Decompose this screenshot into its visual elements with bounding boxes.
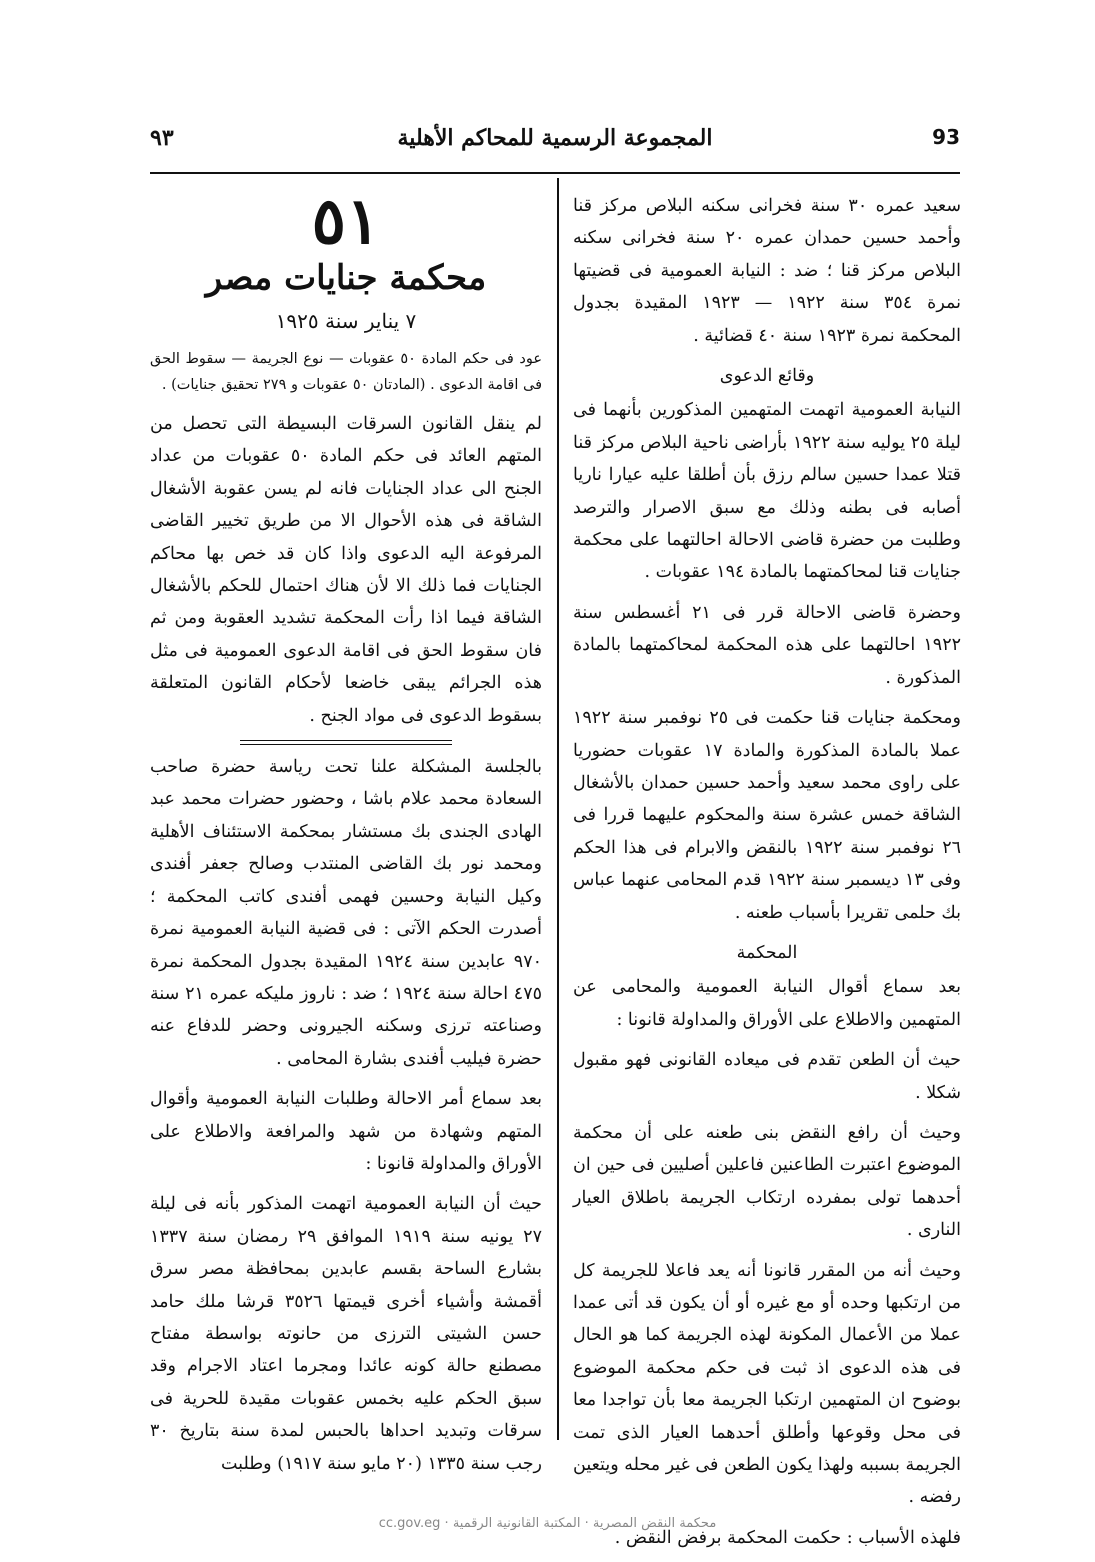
paragraph: بالجلسة المشكلة علنا تحت رياسة حضرة صاحب السعادة محمد علام باشا ، وحضور حضرات محمد عبد الهادى الجندى بك مستشار بمحكمة الاستئناف الأهلية ومحمد نور بك القاضى المنتدب وصالح جعفر أفندى وكيل النيابة وحسين فهمى أفندى كاتب المحكمة ؛ أصدرت الحكم الآتى : فى قضية النيابة العمومية نمرة ٩٧٠ عابدين سنة ١٩٢٤ المقيدة بجدول المحكمة نمرة ٤٧٥ احالة سنة ١٩٢٤ ؛ ضد : ناروز مليكه عمره ٢١ سنة وصناعته ترزى وسكنه الجيرونى وحضر للدفاع عنه حضرة فيليب أفندى بشارة المحامى .	[150, 757, 542, 1069]
legal-principle: لم ينقل القانون السرقات البسيطة التى تحصل من المتهم العائد فى حكم المادة ٥٠ عقوبات من عداد الجنح الى عداد الجنايات فانه لم يسن عقوبة الأشغال الشاقة فى هذه الأحوال الا من طريق تخيير القاضى المرفوعة اليه الدعوى واذا كان قد خص بها محاكم الجنايات فما ذلك الا لأن هناك احتمال للحكم بالأشغال الشاقة فيما اذا رأت المحكمة تشديد العقوبة ومن ثم فان سقوط الحق فى اقامة الدعوى العمومية فى مثل هذه الجرائم يبقى خاضعا لأحكام القانون المتعلقة بسقوط الدعوى فى مواد الجنح .	[150, 414, 542, 726]
case-summary: عود فى حكم المادة ٥٠ عقوبات — نوع الجريمة — سقوط الحق فى اقامة الدعوى . (المادتان ٥٠ عقوبات و ٢٧٩ تحقيق جنايات) .	[150, 351, 542, 393]
case-date: ٧ يناير سنة ١٩٢٥	[275, 309, 417, 333]
paragraph: حيث أن الطعن تقدم فى ميعاده القانونى فهو مقبول شكلا .	[573, 1050, 961, 1103]
running-title: المجموعة الرسمية للمحاكم الأهلية	[397, 125, 713, 151]
double-rule-divider	[240, 740, 452, 745]
paragraph: حيث أن النيابة العمومية اتهمت المذكور بأنه فى ليلة ٢٧ يونيه سنة ١٩١٩ الموافق ٢٩ رمضان سنة ١٣٣٧ بشارع الساحة بقسم عابدين بمحافظة مصر سرق أقمشة وأشياء أخرى قيمتها ٣٥٢٦ قرشا ملك حامد حسن الشيتى الترزى من حانوته بواسطة مفتاح مصطنع حالة كونه عائدا ومجرما اعتاد الاجرام وقد سبق الحكم عليه بخمس عقوبات مقيدة للحرية فى سرقات وتبديد احداها بالحبس لمدة سنة بتاريخ ٣٠ رجب سنة ١٣٣٥ (٢٠ مايو سنة ١٩١٧) وطلبت	[150, 1194, 542, 1474]
court-name: محكمة جنايات مصر	[205, 258, 487, 298]
paragraph: ومحكمة جنايات قنا حكمت فى ٢٥ نوفمبر سنة ١٩٢٢ عملا بالمادة المذكورة والمادة ١٧ عقوبات حضوريا على راوى محمد سعيد وأحمد حسين حمدان بالأشغال الشاقة خمس عشرة سنة والمحكوم عليهما قررا فى ٢٦ نوفمبر سنة ١٩٢٢ بالنقض والابرام فى هذا الحكم وفى ١٣ ديسمبر سنة ١٩٢٢ قدم المحامى عنهما عباس بك حلمى تقريرا بأسباب طعنه .	[573, 708, 962, 923]
column-divider	[557, 178, 559, 1440]
left-column	[150, 184, 542, 1488]
paragraph: النيابة العمومية اتهمت المتهمين المذكورين بأنهما فى ليلة ٢٥ يوليه سنة ١٩٢٢ بأراضى ناحية البلاص مركز قنا قتلا عمدا حسين سالم رزق بأن أطلقا عليه عيارا ناريا أصابه فى بطنه وذلك مع سبق الاصرار والترصد وطلبت من حضرة قاضى الاحالة احالتهما على محكمة جنايات قنا لمحاكمتهما بالمادة ١٩٤ عقوبات .	[573, 400, 961, 583]
facts-heading: وقائع الدعوى	[719, 366, 815, 387]
paragraph: وحيث أن رافع النقض بنى طعنه على أن محكمة الموضوع اعتبرت الطاعنين فاعلين أصليين فى حين ان أحدهما تولى بمفرده ارتكاب الجريمة باطلاق العيار النارى .	[573, 1122, 961, 1241]
court-heading: المحكمة	[736, 942, 798, 963]
paragraph: سعيد عمره ٣٠ سنة فخرانى سكنه البلاص مركز قنا وأحمد حسين حمدان عمره ٢٠ سنة فخرانى سكنه البلاص مركز قنا ؛ ضد : النيابة العمومية فى قضيتها نمرة ٣٥٤ سنة ١٩٢٢ — ١٩٢٣ المقيدة بجدول المحكمة نمرة ١٩٢٣ سنة ٤٠ قضائية .	[573, 196, 961, 346]
case-number: ٥١	[311, 184, 381, 259]
header-rule	[150, 172, 960, 174]
paragraph: بعد سماع أقوال النيابة العمومية والمحامى عن المتهمين والاطلاع على الأوراق والمداولة قانونا :	[573, 977, 961, 1030]
paragraph: وحضرة قاضى الاحالة قرر فى ٢١ أغسطس سنة ١٩٢٢ احالتهما على هذه المحكمة لمحاكمتهما بالمادة المذكورة .	[573, 602, 962, 688]
page-number-arabic: ٩٣	[150, 125, 174, 151]
right-column	[573, 190, 961, 1562]
page-number-latin: 93	[932, 125, 960, 149]
paragraph: بعد سماع أمر الاحالة وطلبات النيابة العمومية وأقوال المتهم وشهادة من شهد والمرافعة والاطلاع على الأوراق والمداولة قانونا :	[150, 1089, 542, 1174]
footer-watermark-text: cc.gov.eg · محكمة النقض المصرية · المكتبة القانونية الرقمية	[378, 1516, 717, 1531]
paragraph: وحيث أنه من المقرر قانونا أنه يعد فاعلا للجريمة كل من ارتكبها وحده أو مع غيره أو أن يكون قد أتى عمدا عملا من الأعمال المكونة لهذه الجريمة كما هو الحال فى هذه الدعوى اذ ثبت فى حكم محكمة الموضوع بوضوح ان المتهمين ارتكبا الجريمة معا بأن تواجدا معا فى محل وقوعها وأطلق أحدهما العيار الذى تمت الجريمة بسببه ولهذا يكون الطعن فى غير محله ويتعين رفضه .	[573, 1260, 961, 1508]
page-header	[150, 125, 960, 161]
paragraph: فلهذه الأسباب : حكمت المحكمة برفض النقض .	[614, 1527, 961, 1548]
